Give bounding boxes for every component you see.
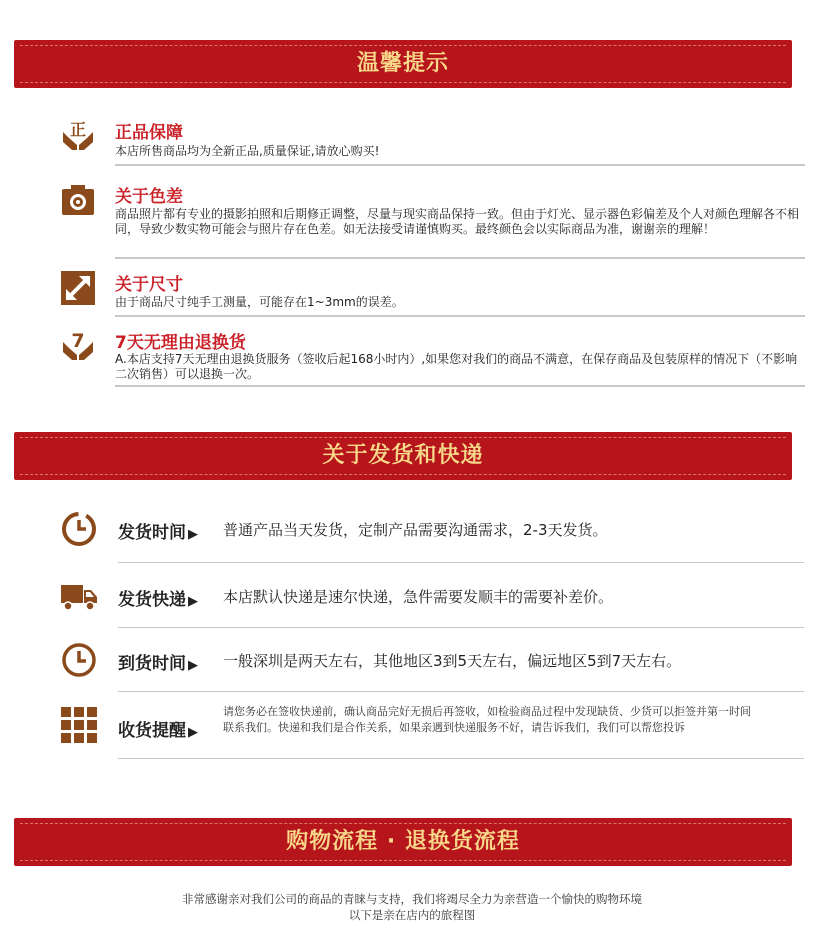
clock-icon — [60, 641, 98, 679]
shipping-row-receipt-reminder — [60, 706, 760, 766]
truck-icon — [60, 577, 98, 615]
shipping-row-courier — [60, 577, 760, 632]
tips-banner — [14, 40, 792, 88]
shipping-banner — [14, 432, 792, 480]
divider — [115, 385, 805, 387]
tip-genuine — [60, 118, 740, 168]
divider — [118, 562, 804, 563]
tips-banner-title: 温馨提示 — [356, 51, 449, 76]
divider — [118, 691, 804, 692]
svg-text:正: 正 — [69, 120, 87, 139]
ship-text: 普通产品当天发货，定制产品需要沟通需求，2-3天发货。 — [223, 521, 608, 539]
flow-banner — [14, 818, 792, 866]
flow-banner-title: 购物流程 · 退换货流程 — [286, 829, 520, 854]
genuine-hands-icon — [60, 118, 96, 154]
svg-text:7: 7 — [71, 330, 85, 352]
tip-size — [60, 270, 740, 320]
ship-label: 发货快递 ▶ — [118, 590, 198, 610]
divider — [115, 315, 805, 317]
ship-text: 请您务必在签收快递前，确认商品完好无损后再签收，如检验商品过程中发现缺货、少货可以拒签并第一时间联系我们。快递和我们是合作关系，如果亲遇到快递服务不好，请告诉我们，我们可以帮您投诉 — [223, 705, 751, 734]
tip-return — [60, 328, 798, 390]
tip-text: 商品照片都有专业的摄影拍照和后期修正调整，尽量与现实商品保持一致。但由于灯光、显示器色彩偏差及个人对颜色理解各不相同，导致少数实物可能会与照片存在色差。如无法接受请谨慎购买。最终颜色会以实际商品为准，谢谢亲的理解！ — [115, 207, 800, 236]
resize-icon — [60, 270, 96, 306]
tip-text: 由于商品尺寸纯手工测量，可能存在1~3mm的误差。 — [115, 295, 404, 309]
divider — [118, 627, 804, 628]
tip-title: 正品保障 — [115, 123, 183, 143]
ship-label: 收货提醒 ▶ — [118, 721, 198, 741]
footer-line-1: 非常感谢亲对我们公司的商品的青睐与支持，我们将竭尽全力为亲营造一个愉快的购物环境 — [182, 892, 642, 906]
tip-text: 本店所售商品均为全新正品,质量保证,请放心购买! — [115, 144, 380, 158]
grid-icon — [60, 706, 98, 744]
shipping-row-dispatch-time — [60, 510, 760, 565]
tip-title: 7天无理由退换货 — [115, 333, 246, 353]
divider — [115, 257, 805, 259]
footer-line-2: 以下是亲在店内的旅程图 — [348, 908, 476, 922]
ship-label: 到货时间 ▶ — [118, 654, 198, 674]
tip-color — [60, 182, 800, 262]
clock-icon — [60, 510, 98, 548]
shipping-banner-title: 关于发货和快递 — [322, 443, 484, 468]
seven-day-hands-icon — [60, 328, 96, 364]
divider — [118, 758, 804, 759]
camera-icon — [60, 182, 96, 218]
ship-label: 发货时间 ▶ — [118, 523, 198, 543]
shipping-row-arrival-time — [60, 641, 760, 696]
tip-title: 关于色差 — [115, 187, 183, 207]
ship-text: 一般深圳是两天左右，其他地区3到5天左右，偏远地区5到7天左右。 — [223, 652, 682, 670]
divider — [115, 164, 805, 166]
tip-text: A.本店支持7天无理由退换货服务（签收后起168小时内）,如果您对我们的商品不满意，在保存商品及包装原样的情况下（不影响二次销售）可以退换一次。 — [115, 352, 798, 381]
ship-text: 本店默认快递是速尔快递，急件需要发顺丰的需要补差价。 — [223, 588, 614, 606]
tip-title: 关于尺寸 — [115, 275, 183, 295]
